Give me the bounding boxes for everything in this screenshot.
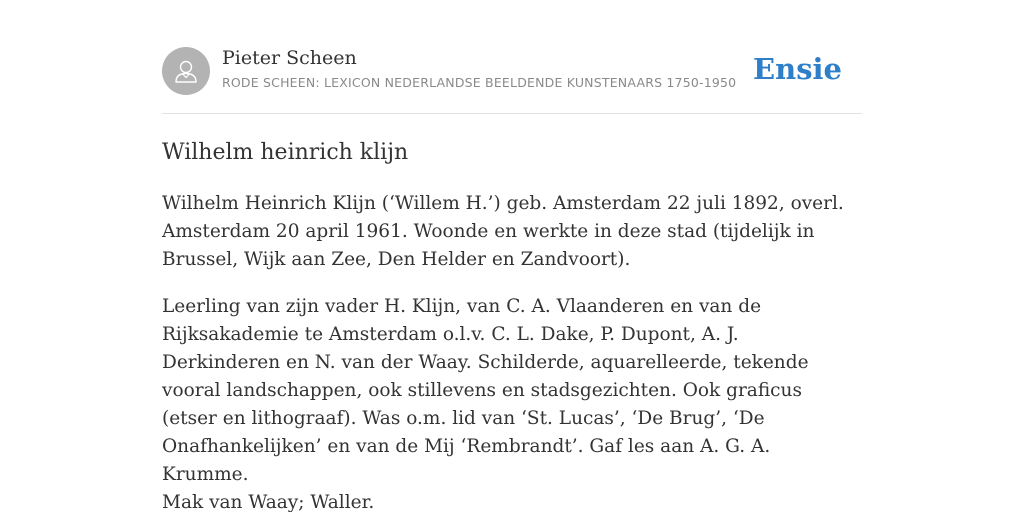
header [162,46,862,96]
brand-logo[interactable]: Ensie [753,52,842,86]
paragraph-biography: Wilhelm Heinrich Klijn (‘Willem H.’) geb. Amsterdam 22 juli 1892, overl. Amsterdam 20 april 1961. Woonde en werkte in deze stad (tijdelijk in Brussel, Wijk aan Zee, Den Helder en Zandvoort). [162,193,844,270]
page-title: Wilhelm heinrich klijn [162,140,409,165]
avatar[interactable] [162,47,210,95]
user-icon [172,57,200,85]
paragraph-references: Mak van Waay; Waller. [162,492,375,512]
author-name[interactable]: Pieter Scheen [222,47,357,69]
paragraph-career: Leerling van zijn vader H. Klijn, van C. A. Vlaanderen en van de Rijksakademie te Amsterdam o.l.v. C. L. Dake, P. Dupont, A. J. Derkinderen en N. van der Waay. Schilderde, aquarelleerde, tekende vooral landschappen, ook stillevens en stadsgezichten. Ook graficus (etser en lithograaf). Was o.m. lid van ‘St. Lucas’, ‘De Brug’, ‘De Onafhankelijken’ en van de Mij ‘Rembrandt’. Gaf les aan A. G. A. Krumme. [162,296,809,485]
divider [162,113,862,114]
source-title[interactable]: RODE SCHEEN: LEXICON NEDERLANDSE BEELDENDE KUNSTENAARS 1750-1950 [222,75,737,90]
